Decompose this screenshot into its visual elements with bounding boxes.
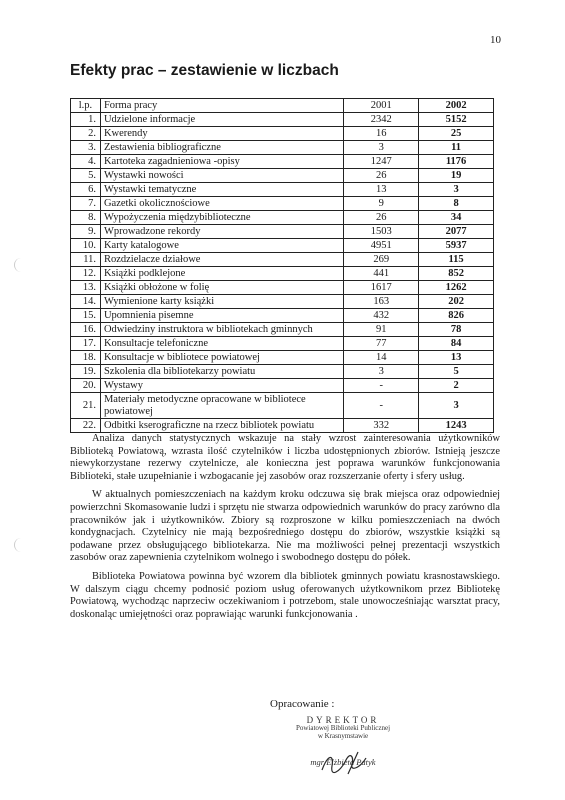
table-row [71, 419, 494, 433]
row-lp: 11. [71, 253, 101, 267]
row-value-2001: 269 [344, 253, 419, 267]
statistics-table [70, 98, 494, 433]
row-form: Książki obłożone w folię [100, 281, 343, 295]
row-form: Wystawy [100, 379, 343, 393]
row-value-2001: - [344, 393, 419, 419]
row-form: Wystawki nowości [100, 169, 343, 183]
stamp-location: w Krasnymstawie [317, 732, 369, 740]
header-year-2002: 2002 [419, 99, 494, 113]
row-lp: 7. [71, 197, 101, 211]
row-value-2002: 11 [419, 141, 494, 155]
signature-icon [318, 748, 378, 778]
table-row [71, 351, 494, 365]
row-value-2001: 1617 [344, 281, 419, 295]
row-value-2001: 13 [344, 183, 419, 197]
row-value-2001: 1503 [344, 225, 419, 239]
row-value-2001: 332 [344, 419, 419, 433]
row-form: Karty katalogowe [100, 239, 343, 253]
row-lp: 14. [71, 295, 101, 309]
row-value-2001: 3 [344, 365, 419, 379]
row-lp: 12. [71, 267, 101, 281]
row-lp: 20. [71, 379, 101, 393]
row-value-2001: 2342 [344, 113, 419, 127]
row-value-2001: 91 [344, 323, 419, 337]
table-row [71, 113, 494, 127]
table-row [71, 309, 494, 323]
row-form: Książki podklejone [100, 267, 343, 281]
row-value-2002: 19 [419, 169, 494, 183]
table-row [71, 337, 494, 351]
row-lp: 9. [71, 225, 101, 239]
table-row [71, 141, 494, 155]
row-form: Szkolenia dla bibliotekarzy powiatu [100, 365, 343, 379]
row-form: Kartoteka zagadnieniowa -opisy [100, 155, 343, 169]
row-value-2001: 4951 [344, 239, 419, 253]
prepared-by-label: Opracowanie : [270, 698, 335, 710]
row-value-2002: 13 [419, 351, 494, 365]
header-form: Forma pracy [100, 99, 343, 113]
header-lp: l.p. [71, 99, 101, 113]
row-value-2002: 1262 [419, 281, 494, 295]
row-value-2002: 5152 [419, 113, 494, 127]
row-value-2002: 3 [419, 183, 494, 197]
margin-mark [14, 538, 25, 552]
page-number: 10 [490, 34, 501, 46]
row-value-2002: 2 [419, 379, 494, 393]
row-lp: 13. [71, 281, 101, 295]
row-value-2002: 202 [419, 295, 494, 309]
row-value-2001: 441 [344, 267, 419, 281]
table-body [71, 113, 494, 433]
row-lp: 2. [71, 127, 101, 141]
row-value-2001: 163 [344, 295, 419, 309]
table-row [71, 323, 494, 337]
row-value-2002: 5 [419, 365, 494, 379]
row-form: Udzielone informacje [100, 113, 343, 127]
row-lp: 4. [71, 155, 101, 169]
row-value-2001: - [344, 379, 419, 393]
row-lp: 22. [71, 419, 101, 433]
row-value-2002: 8 [419, 197, 494, 211]
table-row [71, 239, 494, 253]
row-form: Wystawki tematyczne [100, 183, 343, 197]
stamp-institution: Powiatowej Biblioteki Publicznej [295, 724, 391, 732]
row-lp: 5. [71, 169, 101, 183]
row-lp: 8. [71, 211, 101, 225]
table-row [71, 183, 494, 197]
table-row [71, 197, 494, 211]
row-lp: 18. [71, 351, 101, 365]
row-value-2002: 1243 [419, 419, 494, 433]
row-lp: 1. [71, 113, 101, 127]
table-row [71, 267, 494, 281]
row-lp: 10. [71, 239, 101, 253]
row-form: Rozdzielacze działowe [100, 253, 343, 267]
row-form: Konsultacje w bibliotece powiatowej [100, 351, 343, 365]
row-value-2002: 34 [419, 211, 494, 225]
row-lp: 16. [71, 323, 101, 337]
row-value-2002: 84 [419, 337, 494, 351]
row-form: Gazetki okolicznościowe [100, 197, 343, 211]
row-value-2001: 432 [344, 309, 419, 323]
row-lp: 15. [71, 309, 101, 323]
analysis-text [70, 433, 500, 627]
table-row [71, 155, 494, 169]
row-form: Konsultacje telefoniczne [100, 337, 343, 351]
row-form: Wypożyczenia międzybiblioteczne [100, 211, 343, 225]
table-row [71, 169, 494, 183]
row-value-2002: 25 [419, 127, 494, 141]
row-value-2002: 3 [419, 393, 494, 419]
row-form: Zestawienia bibliograficzne [100, 141, 343, 155]
row-value-2002: 115 [419, 253, 494, 267]
row-value-2002: 1176 [419, 155, 494, 169]
row-lp: 3. [71, 141, 101, 155]
row-value-2001: 3 [344, 141, 419, 155]
page-title: Efekty prac – zestawienie w liczbach [70, 62, 339, 79]
row-value-2002: 2077 [419, 225, 494, 239]
row-form: Wprowadzone rekordy [100, 225, 343, 239]
row-form: Upomnienia pisemne [100, 309, 343, 323]
row-value-2001: 26 [344, 211, 419, 225]
row-lp: 17. [71, 337, 101, 351]
row-form: Materiały metodyczne opracowane w bibliotece powiatowej [100, 393, 343, 419]
row-form: Wymienione karty książki [100, 295, 343, 309]
table-row [71, 225, 494, 239]
table-row [71, 211, 494, 225]
stamp-title: DYREKTOR [306, 715, 380, 725]
row-value-2001: 16 [344, 127, 419, 141]
row-lp: 6. [71, 183, 101, 197]
paragraph: Biblioteka Powiatowa powinna być wzorem dla bibliotek gminnych powiatu krasnostawskiego. W dalszym ciągu chcemy podnosić poziom usług oferowanych użytkownikom przez Bibliotekę Powiatową, wychodząc naprzeciw oczekiwaniom i potrzebom, stale unowocześniając warsztat pracy, doskonaląc umiejętności oraz poprawiając warunki funkcjonowania . [70, 570, 500, 620]
table-row [71, 365, 494, 379]
paragraph: Analiza danych statystycznych wskazuje na stały wzrost zainteresowania użytkowników Biblioteką Powiatową, wzrasta ilość czytelników i liczba udostępnionych zbiorów. Istnieją jeszcze niewykorzystane rezerwy czytelnicze, ale konieczna jest poprawa warunków funkcjonowania Biblioteki, stałe uzupełnianie i wzbogacanie jej zasobów oraz rozszerzanie oferty i sfery usług. [70, 433, 500, 482]
row-value-2002: 826 [419, 309, 494, 323]
row-lp: 19. [71, 365, 101, 379]
row-value-2001: 77 [344, 337, 419, 351]
table-row [71, 393, 494, 419]
row-lp: 21. [71, 393, 101, 419]
stamp-director-name: mgr Elżbieta Patyk [310, 757, 376, 767]
header-year-2001: 2001 [344, 99, 419, 113]
row-form: Odbitki kserograficzne na rzecz bibliotek powiatu [100, 419, 343, 433]
row-form: Odwiedziny instruktora w bibliotekach gminnych [100, 323, 343, 337]
table-row [71, 253, 494, 267]
row-value-2001: 9 [344, 197, 419, 211]
table-row [71, 379, 494, 393]
margin-mark [14, 258, 25, 272]
row-value-2002: 852 [419, 267, 494, 281]
table-row [71, 295, 494, 309]
row-value-2002: 5937 [419, 239, 494, 253]
row-form: Kwerendy [100, 127, 343, 141]
table-row [71, 281, 494, 295]
table-row [71, 127, 494, 141]
row-value-2001: 14 [344, 351, 419, 365]
row-value-2001: 26 [344, 169, 419, 183]
table-header-row [71, 99, 494, 113]
paragraph: W aktualnych pomieszczeniach na każdym kroku odczuwa się brak miejsca oraz odpowiedniej powierzchni Skomasowanie ludzi i sprzętu nie stwarza odpowiednich warunków do pracy zarówno dla pracowników jak i użytkowników. Zbiory są rozproszone w kilku pomieszczeniach na dwóch kondygnacjach. Czytelnicy nie mają bezpośredniego dostępu do zbiorów, wszystkie książki są podawane przez obsługującego bibliotekarza. Nie ma możliwości pełnej prezentacji wszystkich zasobów oraz zapewnienia czytelnikom wolnego i swobodnego dostępu do półek. [70, 489, 500, 564]
row-value-2001: 1247 [344, 155, 419, 169]
row-value-2002: 78 [419, 323, 494, 337]
